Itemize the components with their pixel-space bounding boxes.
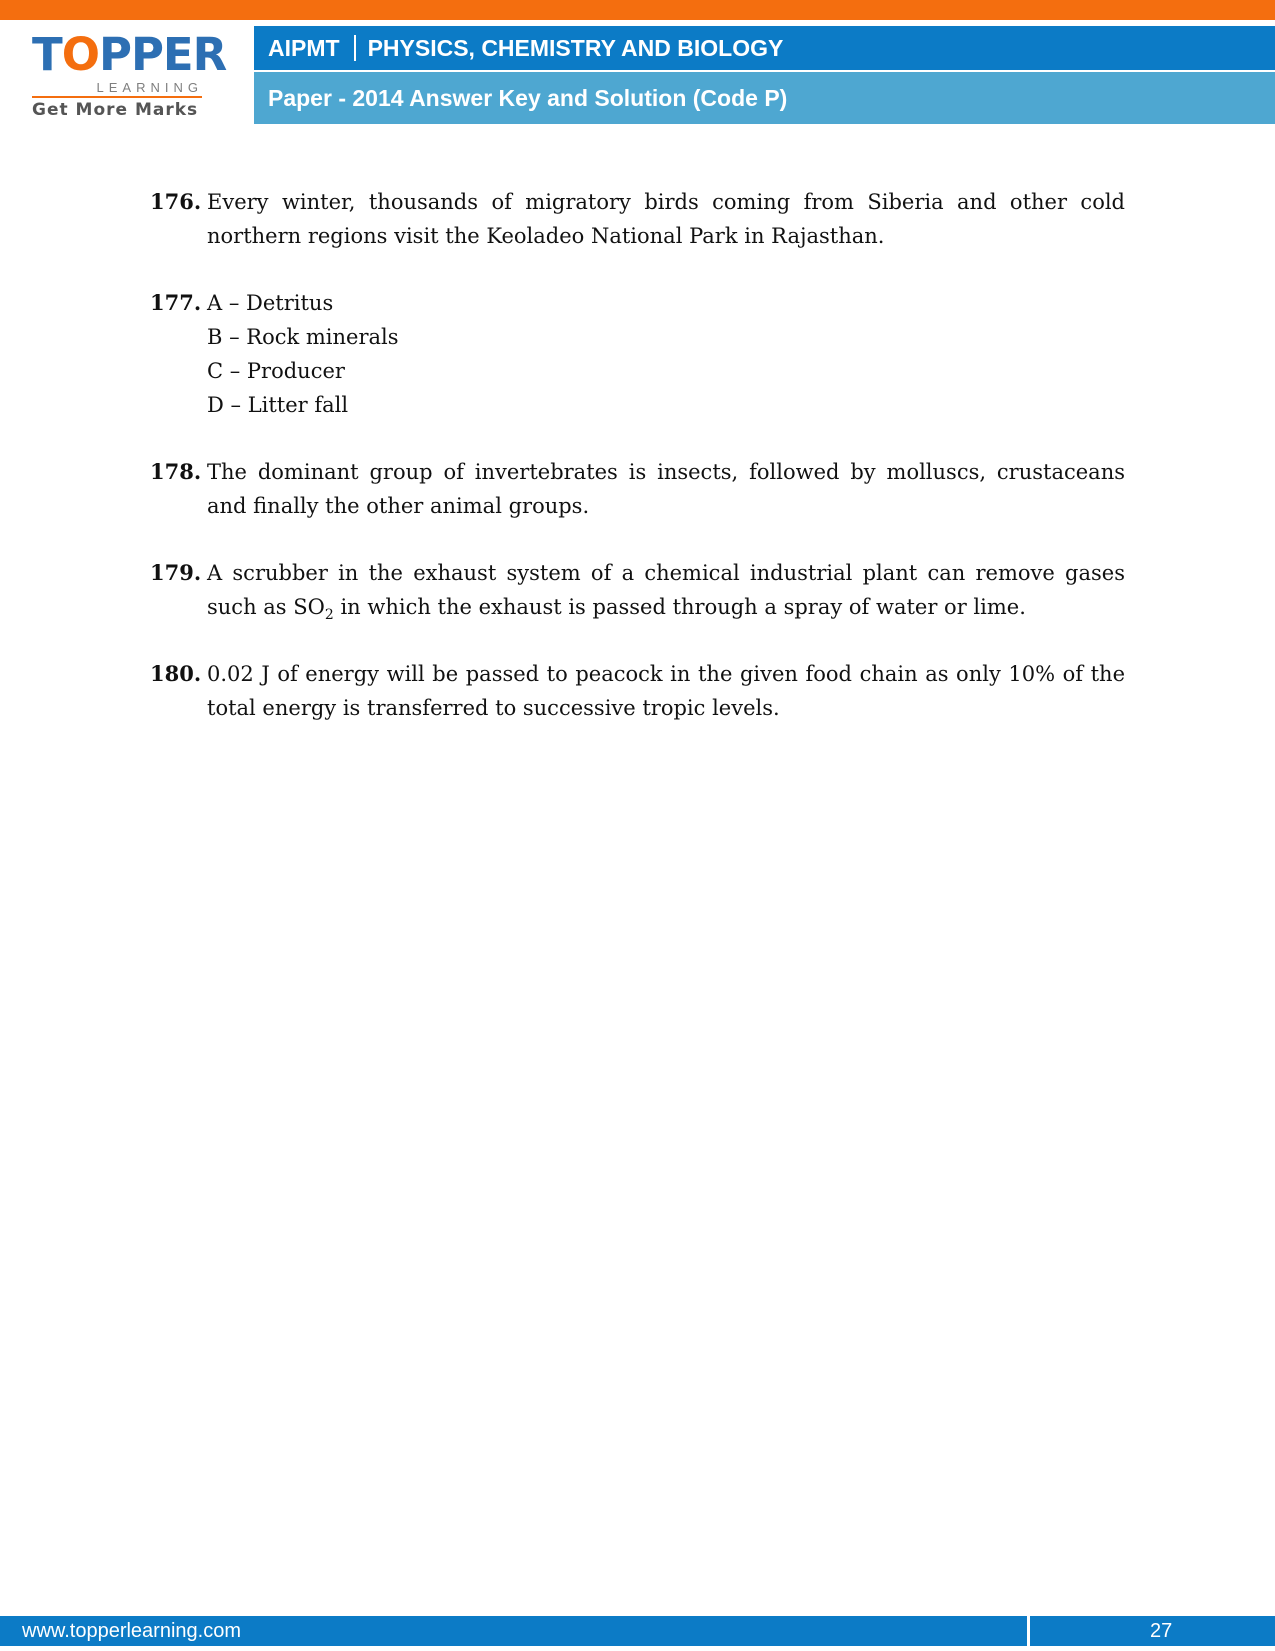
- question-item: [150, 455, 1125, 523]
- question-number: 180.: [150, 661, 202, 686]
- question-item: [150, 556, 1125, 624]
- answer-line: D – Litter fall: [207, 393, 349, 417]
- question-number: 177.: [150, 290, 202, 315]
- header-subjects: PHYSICS, CHEMISTRY AND BIOLOGY: [367, 35, 784, 61]
- answer-line: B – Rock minerals: [207, 325, 399, 349]
- footer-url[interactable]: www.topperlearning.com: [22, 1620, 241, 1642]
- header-exam: AIPMT: [268, 35, 340, 61]
- answer-text-part: in which the exhaust is passed through a spray of water or lime.: [333, 595, 1026, 619]
- question-item: [150, 185, 1125, 253]
- footer-divider: [1027, 1616, 1030, 1646]
- footer-bar: [0, 1616, 1275, 1646]
- question-item: [150, 657, 1125, 725]
- answer-line: A – Detritus: [207, 291, 334, 315]
- question-number: 176.: [150, 189, 202, 214]
- header-paper-bar: [254, 72, 1275, 124]
- answer-line: C – Producer: [207, 359, 345, 383]
- answer-text-part: A scrubber in the exhaust system of a chemical industrial plant can remove gases such as SO: [207, 561, 1125, 619]
- top-accent-stripe: [0, 0, 1275, 20]
- question-answer-list: [207, 286, 1125, 422]
- page-number: 27: [1150, 1620, 1173, 1642]
- header-paper: Paper - 2014 Answer Key and Solution (Code P): [268, 85, 788, 111]
- question-answer: Every winter, thousands of migratory birds coming from Siberia and other cold northern regions visit the Keoladeo National Park in Rajasthan.: [207, 190, 1125, 248]
- subscript-2: 2: [324, 607, 334, 624]
- question-answer: 0.02 J of energy will be passed to peacock in the given food chain as only 10% of the total energy is transferred to successive tropic levels.: [207, 662, 1125, 720]
- topper-logo: [30, 28, 227, 120]
- logo-tagline: Get More Marks: [32, 100, 199, 120]
- question-answer: [207, 556, 1125, 624]
- question-number: 179.: [150, 560, 202, 585]
- header-separator: [354, 35, 356, 61]
- logo-letters-pper: PPER: [98, 28, 227, 81]
- question-number: 178.: [150, 459, 202, 484]
- question-answer: The dominant group of invertebrates is insects, followed by molluscs, crustaceans and finally the other animal groups.: [207, 460, 1125, 518]
- logo-sub: LEARNING: [96, 80, 203, 95]
- header-title-bar: [254, 26, 1275, 70]
- logo-wordmark: [32, 30, 226, 80]
- logo-letter-t: T: [32, 28, 62, 81]
- logo-star-o: O: [61, 28, 99, 81]
- question-item: [150, 286, 1125, 422]
- answer-content: [150, 185, 1125, 758]
